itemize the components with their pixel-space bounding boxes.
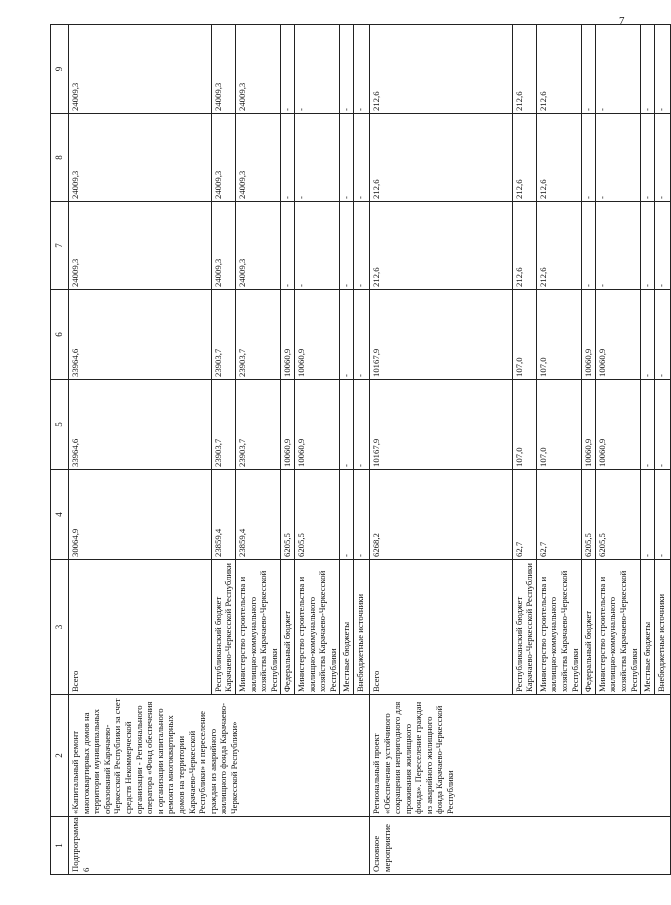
- value-cell: 212,6: [512, 202, 536, 290]
- value-cell: 24009,3: [211, 114, 235, 202]
- header-cell: 7: [51, 202, 69, 290]
- value-cell: -: [340, 202, 354, 290]
- value-cell: 10060,9: [294, 380, 339, 470]
- header-cell: 9: [51, 25, 69, 114]
- value-cell: -: [353, 202, 369, 290]
- value-cell: -: [595, 114, 640, 202]
- funding-source-cell: Министерство строительства и жилищно-коммунального хозяйства Карачаево-Черкесской Республики: [536, 560, 581, 695]
- value-cell: 24009,3: [235, 25, 280, 114]
- value-cell: 24009,3: [211, 202, 235, 290]
- value-cell: -: [595, 25, 640, 114]
- value-cell: -: [281, 202, 295, 290]
- value-cell: -: [281, 25, 295, 114]
- value-cell: 10060,9: [582, 380, 596, 470]
- value-cell: 6268,2: [369, 470, 512, 560]
- header-cell: 6: [51, 290, 69, 380]
- value-cell: 33964,6: [69, 290, 212, 380]
- header-cell: 4: [51, 470, 69, 560]
- value-cell: 212,6: [369, 114, 512, 202]
- page-number: 7: [619, 15, 625, 27]
- funding-source-cell: Министерство строительства и жилищно-коммунального хозяйства Карачаево-Черкесской Республики: [235, 560, 280, 695]
- value-cell: 23903,7: [211, 380, 235, 470]
- section-type-cell: Подпрограмма 6: [69, 817, 370, 875]
- value-cell: -: [353, 25, 369, 114]
- funding-source-cell: Внебюджетные источники: [353, 560, 369, 695]
- value-cell: 23903,7: [235, 380, 280, 470]
- funding-source-cell: Внебюджетные источники: [654, 560, 670, 695]
- funding-source-cell: Местные бюджеты: [641, 560, 655, 695]
- funding-source-cell: Республиканский бюджет Карачаево-Черкесской Республики: [211, 560, 235, 695]
- value-cell: -: [641, 290, 655, 380]
- header-row: [51, 25, 69, 875]
- value-cell: 23859,4: [211, 470, 235, 560]
- value-cell: -: [353, 380, 369, 470]
- funding-source-cell: Федеральный бюджет: [281, 560, 295, 695]
- value-cell: -: [654, 114, 670, 202]
- table-row: [69, 25, 212, 875]
- value-cell: -: [641, 380, 655, 470]
- funding-source-cell: Местные бюджеты: [340, 560, 354, 695]
- value-cell: 212,6: [536, 114, 581, 202]
- value-cell: 10167,9: [369, 290, 512, 380]
- value-cell: 33964,6: [69, 380, 212, 470]
- value-cell: -: [582, 114, 596, 202]
- value-cell: -: [340, 380, 354, 470]
- value-cell: -: [654, 202, 670, 290]
- value-cell: 24009,3: [69, 202, 212, 290]
- value-cell: -: [353, 470, 369, 560]
- value-cell: 62,7: [536, 470, 581, 560]
- table-row: [369, 25, 512, 875]
- value-cell: 212,6: [536, 202, 581, 290]
- value-cell: 23903,7: [211, 290, 235, 380]
- value-cell: 24009,3: [235, 114, 280, 202]
- value-cell: -: [281, 114, 295, 202]
- funding-source-cell: Всего: [69, 560, 212, 695]
- budget-table: [50, 24, 671, 875]
- section-title-cell: «Капитальный ремонт многоквартирных домов на территории муниципальных образований Карачаево-Черкесской Республики за счет средств Некоммерческой организации - Регионального оператора «Фонд обеспечения и организации капитального ремонта многоквартирных домов на территории Карачаево-Черкесской Республики» и переселение граждан из аварийного жилищного фонда Карачаево-Черкесской Республики»: [69, 695, 370, 817]
- header-cell: 5: [51, 380, 69, 470]
- value-cell: -: [294, 202, 339, 290]
- value-cell: 10060,9: [281, 380, 295, 470]
- value-cell: 24009,3: [69, 25, 212, 114]
- section-title-cell: Региональный проект «Обеспечение устойчивого сокращения непригодного для проживания жилищного фонда». Переселение граждан из аварийного жилищного фонда Карачаево-Черкесской Республики: [369, 695, 670, 817]
- value-cell: 212,6: [512, 25, 536, 114]
- value-cell: -: [654, 470, 670, 560]
- value-cell: 10167,9: [369, 380, 512, 470]
- header-cell: 2: [51, 695, 69, 817]
- value-cell: 24009,3: [235, 202, 280, 290]
- table-body: [51, 25, 671, 875]
- value-cell: 6205,5: [294, 470, 339, 560]
- value-cell: 6205,5: [595, 470, 640, 560]
- value-cell: -: [595, 202, 640, 290]
- funding-source-cell: Министерство строительства и жилищно-коммунального хозяйства Карачаево-Черкесской Республики: [595, 560, 640, 695]
- value-cell: -: [294, 114, 339, 202]
- value-cell: -: [340, 25, 354, 114]
- value-cell: -: [654, 290, 670, 380]
- value-cell: 24009,3: [211, 25, 235, 114]
- value-cell: 212,6: [512, 114, 536, 202]
- value-cell: 10060,9: [582, 290, 596, 380]
- value-cell: 30064,9: [69, 470, 212, 560]
- value-cell: 6205,5: [582, 470, 596, 560]
- value-cell: -: [641, 114, 655, 202]
- value-cell: 212,6: [536, 25, 581, 114]
- value-cell: 107,0: [512, 290, 536, 380]
- funding-source-cell: Министерство строительства и жилищно-коммунального хозяйства Карачаево-Черкесской Республики: [294, 560, 339, 695]
- value-cell: 10060,9: [281, 290, 295, 380]
- value-cell: 10060,9: [294, 290, 339, 380]
- value-cell: 24009,3: [69, 114, 212, 202]
- value-cell: -: [294, 25, 339, 114]
- funding-source-cell: Республиканский бюджет Карачаево-Черкесской Республики: [512, 560, 536, 695]
- header-cell: 3: [51, 560, 69, 695]
- value-cell: 62,7: [512, 470, 536, 560]
- value-cell: 212,6: [369, 202, 512, 290]
- value-cell: 107,0: [536, 290, 581, 380]
- funding-source-cell: Всего: [369, 560, 512, 695]
- value-cell: 212,6: [369, 25, 512, 114]
- value-cell: 107,0: [512, 380, 536, 470]
- value-cell: 23859,4: [235, 470, 280, 560]
- header-cell: 1: [51, 817, 69, 875]
- value-cell: -: [353, 114, 369, 202]
- value-cell: 23903,7: [235, 290, 280, 380]
- value-cell: 6205,5: [281, 470, 295, 560]
- value-cell: -: [582, 202, 596, 290]
- value-cell: -: [340, 470, 354, 560]
- value-cell: -: [654, 25, 670, 114]
- value-cell: -: [641, 25, 655, 114]
- section-type-cell: Основное мероприятие: [369, 817, 670, 875]
- value-cell: -: [654, 380, 670, 470]
- value-cell: -: [340, 114, 354, 202]
- rotated-table-container: [50, 25, 666, 875]
- funding-source-cell: Федеральный бюджет: [582, 560, 596, 695]
- header-cell: 8: [51, 114, 69, 202]
- value-cell: 107,0: [536, 380, 581, 470]
- value-cell: 10060,9: [595, 380, 640, 470]
- value-cell: -: [641, 470, 655, 560]
- value-cell: -: [353, 290, 369, 380]
- value-cell: 10060,9: [595, 290, 640, 380]
- value-cell: -: [641, 202, 655, 290]
- value-cell: -: [340, 290, 354, 380]
- value-cell: -: [582, 25, 596, 114]
